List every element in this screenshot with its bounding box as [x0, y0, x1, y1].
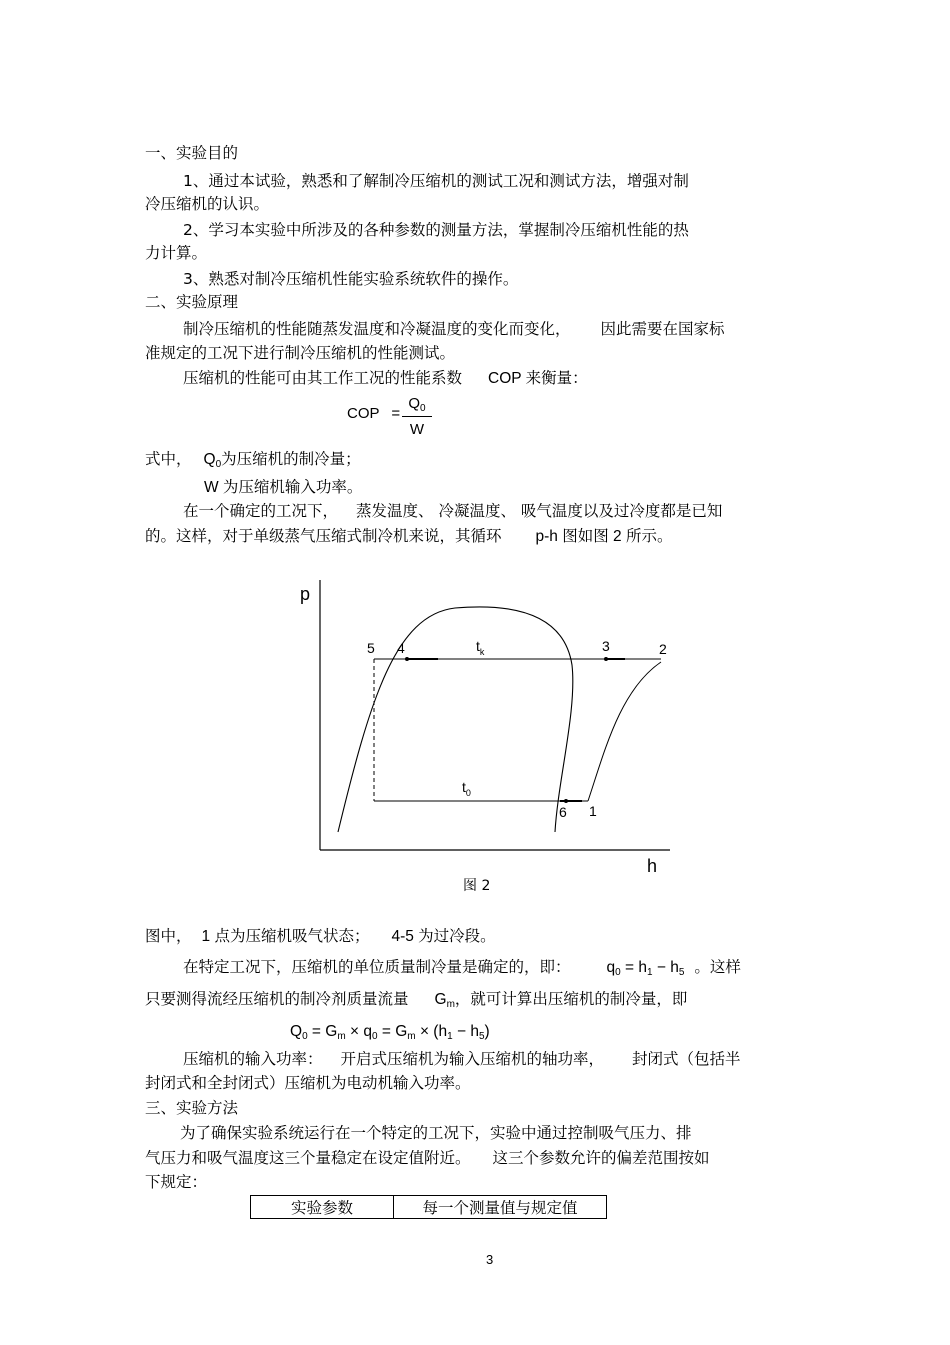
where-q0-symbol: $Q_0$: [203, 451, 222, 470]
section-heading-method: 三、实验方法: [145, 1099, 239, 1117]
section-heading-objective: 一、实验目的: [145, 144, 239, 162]
cop-formula-lhs: COP: [347, 405, 380, 422]
principle-paragraph-2: [183, 367, 588, 390]
q0-full-equation: $Q_0 = G_m \times q_0 = G_m \times (h_1 - h_5)$: [290, 1023, 490, 1042]
condition-line-1-a: 在一个确定的工况下，: [183, 502, 339, 520]
q0-equation: $q_0 = h_1 - h_5$: [606, 959, 685, 978]
state-point-4: [405, 657, 409, 661]
point-label-3: 3: [602, 638, 610, 654]
method-paragraph-cont: 气压力和吸气温度这三个量稳定在设定值附近。 这三个参数允许的偏差范围按如: [145, 1149, 710, 1167]
where-prefix: 式中，: [145, 450, 192, 468]
figure-caption: 图 2: [463, 878, 491, 894]
principle-p2-part-b: COP 来衡量：: [488, 370, 588, 387]
objective-item-3: 3、熟悉对制冷压缩机性能实验系统软件的操作。: [183, 270, 519, 288]
after-figure-line-1: 图中， 1 点为压缩机吸气状态； 4-5 为过冷段。: [145, 927, 496, 945]
point-label-2: 2: [659, 641, 667, 657]
state-point-3: [604, 657, 608, 661]
label-t0: $t_0$: [462, 779, 471, 798]
unit-refrigeration-line: 在特定工况下，压缩机的单位质量制冷量是确定的，即： $q_0 = h_1 - h_5$ 。这样: [183, 958, 741, 978]
condition-line-2: [145, 525, 672, 548]
objective-item-1-cont: 冷压缩机的认识。: [145, 195, 270, 213]
cop-denominator: W: [409, 421, 425, 438]
compression-line: [588, 662, 661, 801]
objective-item-1: 1、通过本试验，熟悉和了解制冷压缩机的测试工况和测试方法，增强对制: [183, 172, 689, 190]
input-power-line-cont: 封闭式和全封闭式）压缩机为电动机输入功率。: [145, 1074, 471, 1092]
section-heading-principle: 二、实验原理: [145, 293, 239, 311]
point-label-5: 5: [367, 640, 375, 656]
fraction-bar: [402, 416, 432, 417]
deviation-table: [250, 1195, 607, 1219]
point-label-4: 4: [397, 640, 405, 656]
objective-item-2-cont: 力计算。: [145, 244, 208, 262]
objective-item-2: 2、学习本实验中所涉及的各种参数的测量方法，掌握制冷压缩机性能的热: [183, 221, 689, 239]
label-tk: $t_k$: [476, 638, 485, 657]
method-paragraph: 为了确保实验系统运行在一个特定的工况下，实验中通过控制吸气压力、排: [180, 1124, 692, 1142]
principle-paragraph-1-cont: 准规定的工况下进行制冷压缩机的性能测试。: [145, 344, 456, 362]
table-header-param: 实验参数: [251, 1196, 394, 1219]
where-q0: [145, 448, 361, 476]
ph-diagram: [290, 570, 690, 880]
condition-line-2-b: p-h 图如图 2 所示。: [535, 528, 673, 545]
point-label-1: 1: [589, 803, 597, 819]
table-header-measure: 每一个测量值与规定值: [394, 1196, 607, 1219]
condition-line-2-a: 的。这样，对于单级蒸气压缩式制冷机来说，其循环: [145, 527, 502, 545]
condition-line-1-b: 蒸发温度、 冷凝温度、 吸气温度以及过冷度都是已知: [356, 502, 723, 520]
cop-numerator: $Q_0$: [408, 395, 426, 414]
cop-fraction: [402, 395, 432, 441]
input-power-line: 压缩机的输入功率： 开启式压缩机为输入压缩机的轴功率， 封闭式（包括半: [183, 1050, 741, 1068]
condition-line-1: [183, 500, 722, 522]
principle-p1-part-a: 制冷压缩机的性能随蒸发温度和冷凝温度的变化而变化，: [183, 320, 571, 338]
principle-paragraph-1: [183, 318, 725, 340]
x-axis-label: h: [647, 856, 658, 876]
method-paragraph-end: 下规定：: [145, 1173, 208, 1191]
gm-symbol: $G_m$: [434, 991, 455, 1010]
cop-formula-equals: =: [391, 405, 401, 422]
principle-p2-part-a: 压缩机的性能可由其工作工况的性能系数: [183, 369, 463, 387]
table-row: [251, 1196, 607, 1219]
principle-p1-part-b: 因此需要在国家标: [600, 320, 725, 338]
where-q0-text: 为压缩机的制冷量；: [221, 450, 361, 468]
where-w: W 为压缩机输入功率。: [204, 479, 363, 496]
cop-formula: [347, 405, 400, 422]
page-number: 3: [486, 1252, 494, 1267]
point-label-6: 6: [559, 804, 567, 820]
y-axis-label: p: [300, 584, 311, 604]
state-point-6: [564, 799, 568, 803]
mass-flow-line: 只要测得流经压缩机的制冷剂质量流量 $G_m$，就可计算出压缩机的制冷量，即: [145, 990, 688, 1010]
